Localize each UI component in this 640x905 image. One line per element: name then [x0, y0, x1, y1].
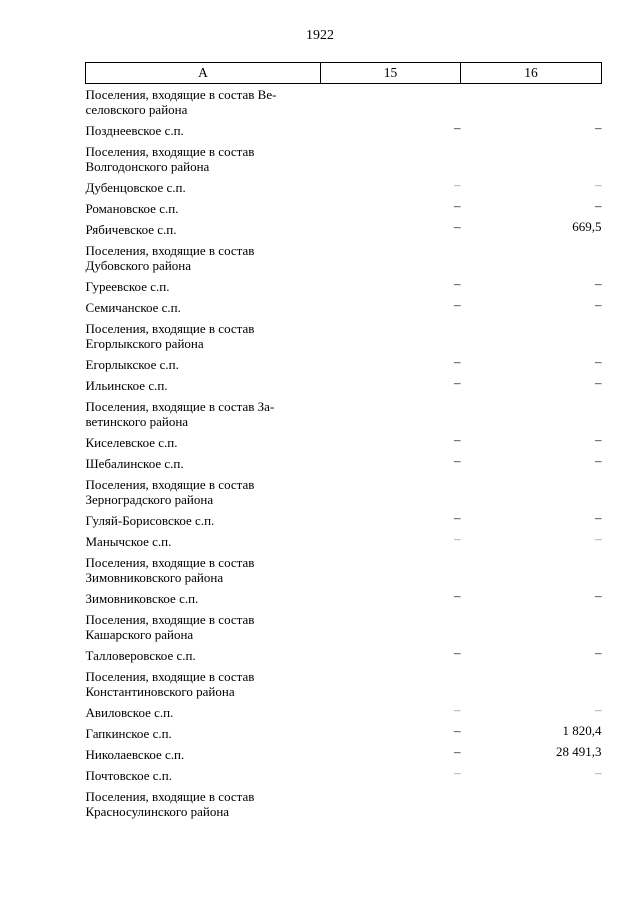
settlement-name: Зимовниковское с.п.: [85, 591, 199, 606]
value-col-15: [321, 318, 461, 354]
table-row: [86, 354, 602, 375]
value-col-15: –: [454, 702, 461, 717]
data-table: [85, 62, 602, 822]
table-row: [86, 645, 602, 666]
value-col-16: [461, 786, 602, 822]
district-group-label: Поселения, входящие в состав Дубовского района: [85, 243, 255, 273]
group-header-row: [86, 666, 602, 702]
value-col-15: –: [454, 645, 461, 660]
settlement-name: Гуляй-Борисовское с.п.: [85, 513, 215, 528]
group-header-row: [86, 396, 602, 432]
value-col-15: –: [454, 723, 461, 738]
value-col-16: [461, 240, 602, 276]
value-col-16: –: [595, 432, 602, 447]
table-row: [86, 375, 602, 396]
table-row: [86, 453, 602, 474]
district-group-label: Поселения, входящие в состав Кашарского района: [85, 612, 255, 642]
settlement-name: Талловеровское с.п.: [85, 648, 196, 663]
value-col-16: –: [595, 375, 602, 390]
settlement-name: Киселевское с.п.: [85, 435, 178, 450]
settlement-name: Авиловское с.п.: [85, 705, 174, 720]
group-header-row: [86, 474, 602, 510]
value-col-15: –: [454, 531, 461, 546]
value-col-16: –: [595, 297, 602, 312]
value-col-16: –: [595, 765, 602, 780]
value-col-15: [321, 396, 461, 432]
value-col-15: [321, 666, 461, 702]
value-col-15: –: [454, 432, 461, 447]
table-row: [86, 744, 602, 765]
table-row: [86, 702, 602, 723]
value-col-15: –: [454, 765, 461, 780]
header-col-15: 15: [321, 63, 461, 84]
settlement-name: Егорлыкское с.п.: [85, 357, 179, 372]
value-col-16: –: [595, 120, 602, 135]
table-row: [86, 297, 602, 318]
value-col-16: [461, 609, 602, 645]
value-col-16: 28 491,3: [556, 744, 602, 759]
table-row: [86, 531, 602, 552]
value-col-16: –: [595, 177, 602, 192]
value-col-16: 1 820,4: [562, 723, 602, 738]
district-group-label: Поселения, входящие в состав Зерноградского района: [85, 477, 255, 507]
group-header-row: [86, 609, 602, 645]
value-col-16: [461, 666, 602, 702]
value-col-15: –: [454, 588, 461, 603]
value-col-16: [461, 396, 602, 432]
value-col-15: [321, 84, 461, 121]
header-col-16: 16: [461, 63, 602, 84]
district-group-label: Поселения, входящие в состав Константиновского района: [85, 669, 255, 699]
settlement-name: Позднеевское с.п.: [85, 123, 184, 138]
district-group-label: Поселения, входящие в состав Ве- селовского района: [85, 87, 277, 117]
group-header-row: [86, 240, 602, 276]
settlement-name: Ильинское с.п.: [85, 378, 168, 393]
settlement-name: Дубенцовское с.п.: [85, 180, 186, 195]
group-header-row: [86, 141, 602, 177]
settlement-name: Почтовское с.п.: [85, 768, 172, 783]
value-col-16: –: [595, 276, 602, 291]
table-header-row: [86, 63, 602, 84]
value-col-15: [321, 474, 461, 510]
value-col-15: –: [454, 219, 461, 234]
value-col-16: –: [595, 510, 602, 525]
value-col-16: –: [595, 588, 602, 603]
value-col-16: –: [595, 645, 602, 660]
district-group-label: Поселения, входящие в состав Егорлыкского района: [85, 321, 255, 351]
value-col-15: –: [454, 744, 461, 759]
district-group-label: Поселения, входящие в состав Зимовниковского района: [85, 555, 255, 585]
value-col-16: [461, 552, 602, 588]
table-row: [86, 723, 602, 744]
value-col-15: [321, 141, 461, 177]
value-col-16: [461, 474, 602, 510]
value-col-15: [321, 240, 461, 276]
value-col-16: [461, 141, 602, 177]
table-row: [86, 177, 602, 198]
table-body: [86, 84, 602, 823]
table-row: [86, 765, 602, 786]
value-col-16: –: [595, 354, 602, 369]
table-row: [86, 588, 602, 609]
settlement-name: Романовское с.п.: [85, 201, 179, 216]
value-col-15: –: [454, 276, 461, 291]
table-row: [86, 432, 602, 453]
value-col-16: [461, 318, 602, 354]
settlement-name: Манычское с.п.: [85, 534, 172, 549]
page-number: 1922: [306, 28, 334, 43]
value-col-16: –: [595, 198, 602, 213]
value-col-16: 669,5: [572, 219, 602, 234]
settlement-name: Рябичевское с.п.: [85, 222, 177, 237]
table-row: [86, 219, 602, 240]
value-col-15: [321, 609, 461, 645]
value-col-15: –: [454, 120, 461, 135]
district-group-label: Поселения, входящие в состав Волгодонского района: [85, 144, 255, 174]
group-header-row: [86, 318, 602, 354]
table-row: [86, 198, 602, 219]
value-col-16: –: [595, 453, 602, 468]
value-col-15: –: [454, 375, 461, 390]
district-group-label: Поселения, входящие в состав За- ветинского района: [85, 399, 275, 429]
group-header-row: [86, 552, 602, 588]
value-col-15: –: [454, 354, 461, 369]
value-col-15: –: [454, 198, 461, 213]
settlement-name: Семичанское с.п.: [85, 300, 181, 315]
settlement-name: Николаевское с.п.: [85, 747, 185, 762]
group-header-row: [86, 84, 602, 121]
value-col-15: –: [454, 297, 461, 312]
value-col-16: [461, 84, 602, 121]
settlement-name: Шебалинское с.п.: [85, 456, 184, 471]
header-col-a: А: [86, 63, 321, 84]
settlement-name: Гапкинское с.п.: [85, 726, 172, 741]
value-col-15: –: [454, 510, 461, 525]
value-col-15: –: [454, 177, 461, 192]
settlement-name: Гуреевское с.п.: [85, 279, 170, 294]
value-col-16: –: [595, 702, 602, 717]
value-col-15: –: [454, 453, 461, 468]
group-header-row: [86, 786, 602, 822]
table-row: [86, 276, 602, 297]
value-col-15: [321, 552, 461, 588]
table-row: [86, 120, 602, 141]
district-group-label: Поселения, входящие в состав Красносулинского района: [85, 789, 255, 819]
table-row: [86, 510, 602, 531]
value-col-16: –: [595, 531, 602, 546]
value-col-15: [321, 786, 461, 822]
